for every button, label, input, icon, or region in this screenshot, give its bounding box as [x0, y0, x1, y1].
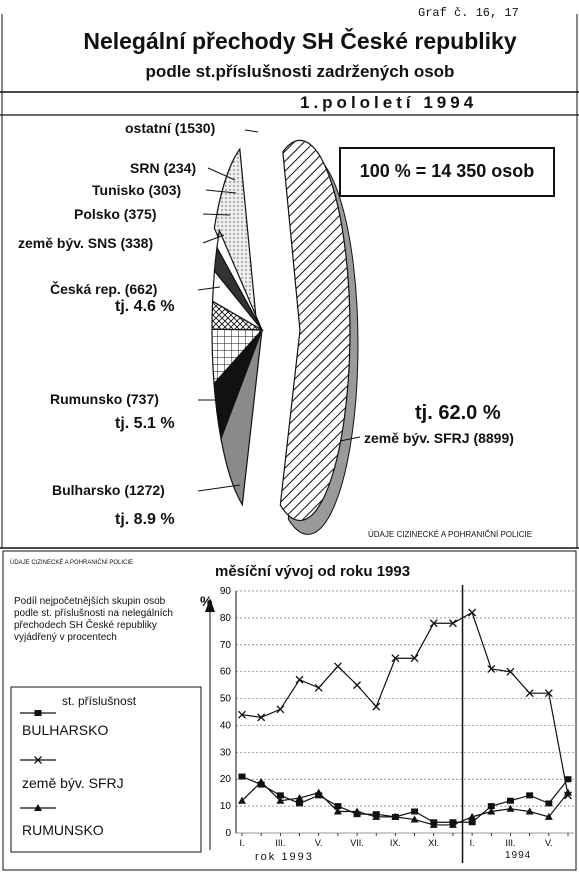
series-line-zem-b-v-sfrj [242, 613, 568, 796]
year-label-1994: 1994 [505, 850, 532, 861]
page-title: Nelegální přechody SH České republiky [83, 28, 517, 54]
point-bulharsko [411, 808, 418, 814]
point-zem-b-v-sfrj [354, 682, 361, 689]
leader-ostatni [245, 130, 258, 132]
legend-marker-bulharsko [35, 710, 42, 716]
slice-percent-rumunsko: tj. 5.1 % [115, 415, 175, 432]
pie-chart [212, 140, 358, 534]
point-zem-b-v-sfrj [373, 703, 380, 710]
slice-label-rumunsko: Rumunsko (737) [50, 391, 159, 407]
x-tick-label: V. [314, 838, 323, 848]
point-bulharsko [296, 800, 303, 806]
slice-percent-ceska: tj. 4.6 % [115, 298, 175, 315]
y-tick-label: 70 [219, 639, 231, 651]
y-tick-label: 90 [219, 586, 231, 597]
x-tick-label: IX. [389, 838, 401, 848]
legend-label-bulharsko: BULHARSKO [22, 722, 109, 738]
pie-source: ÚDAJE CIZINECKÉ A POHRANIČNÍ POLICIE [368, 530, 533, 539]
point-zem-b-v-sfrj [315, 684, 322, 691]
point-zem-b-v-sfrj [334, 663, 341, 670]
line-chart-description: Podíl nejpočetnějších skupin osob podle st. příslušnosti na nelegálních přechodech SH České republiky vyjádřený v procentech [14, 596, 173, 643]
period-label: 1.pololetí 1994 [300, 93, 478, 112]
graph-reference: Graf č. 16, 17 [418, 6, 519, 20]
y-axis-label: % [200, 593, 213, 609]
x-tick-label: I. [239, 838, 245, 848]
x-tick-label: VII. [350, 838, 364, 848]
slice-percent-sfrj: tj. 62.0 % [415, 402, 501, 424]
line-chart-title: měsíční vývoj od roku 1993 [215, 563, 411, 580]
slice-label-srn: SRN (234) [130, 160, 197, 176]
year-label-1993: rok 1993 [255, 851, 314, 863]
x-tick-label: III. [505, 838, 516, 848]
slice-label-ceska: Česká rep. (662) [50, 281, 158, 297]
x-tick-label: XI. [428, 838, 440, 848]
point-bulharsko [507, 798, 514, 804]
y-tick-label: 0 [225, 828, 231, 839]
page-subtitle: podle st.příslušnosti zadržených osob [145, 62, 455, 81]
series-line-rumunsko [242, 782, 568, 825]
point-rumunsko [315, 789, 323, 796]
legend-title: st. příslušnost [62, 694, 137, 708]
y-tick-label: 50 [219, 693, 231, 705]
slice-label-sns: země býv. SNS (338) [18, 235, 154, 251]
point-bulharsko [469, 819, 476, 825]
slice-label-ostatni: ostatní (1530) [125, 120, 216, 136]
point-bulharsko [239, 774, 246, 780]
point-bulharsko [526, 792, 533, 798]
slice-label-sfrj: země býv. SFRJ (8899) [364, 430, 514, 446]
y-tick-label: 20 [219, 774, 231, 786]
point-zem-b-v-sfrj [277, 706, 284, 713]
point-zem-b-v-sfrj [469, 609, 476, 616]
point-bulharsko [545, 800, 552, 806]
slice-label-tunisko: Tunisko (303) [92, 182, 182, 198]
y-tick-label: 40 [219, 720, 231, 732]
legend-label-sfrj: země býv. SFRJ [22, 775, 124, 791]
y-tick-label: 10 [219, 801, 231, 813]
slice-label-polsko: Polsko (375) [74, 206, 157, 222]
y-tick-label: 60 [219, 666, 231, 678]
point-rumunsko [257, 778, 265, 785]
slice-percent-bulharsko: tj. 8.9 % [115, 511, 175, 528]
line-chart [220, 585, 574, 863]
x-tick-label: III. [275, 838, 286, 848]
x-tick-label: I. [469, 838, 475, 848]
y-tick-label: 80 [219, 612, 231, 624]
legend-label-rumunsko: RUMUNSKO [22, 822, 104, 838]
y-tick-label: 30 [219, 747, 231, 759]
x-tick-label: V. [544, 838, 553, 848]
line-source: ÚDAJE CIZINECKÉ A POHRANIČNÍ POLICIE [10, 560, 134, 566]
point-zem-b-v-sfrj [296, 676, 303, 683]
total-label: 100 % = 14 350 osob [359, 161, 535, 181]
slice-label-bulharsko: Bulharsko (1272) [52, 482, 165, 498]
